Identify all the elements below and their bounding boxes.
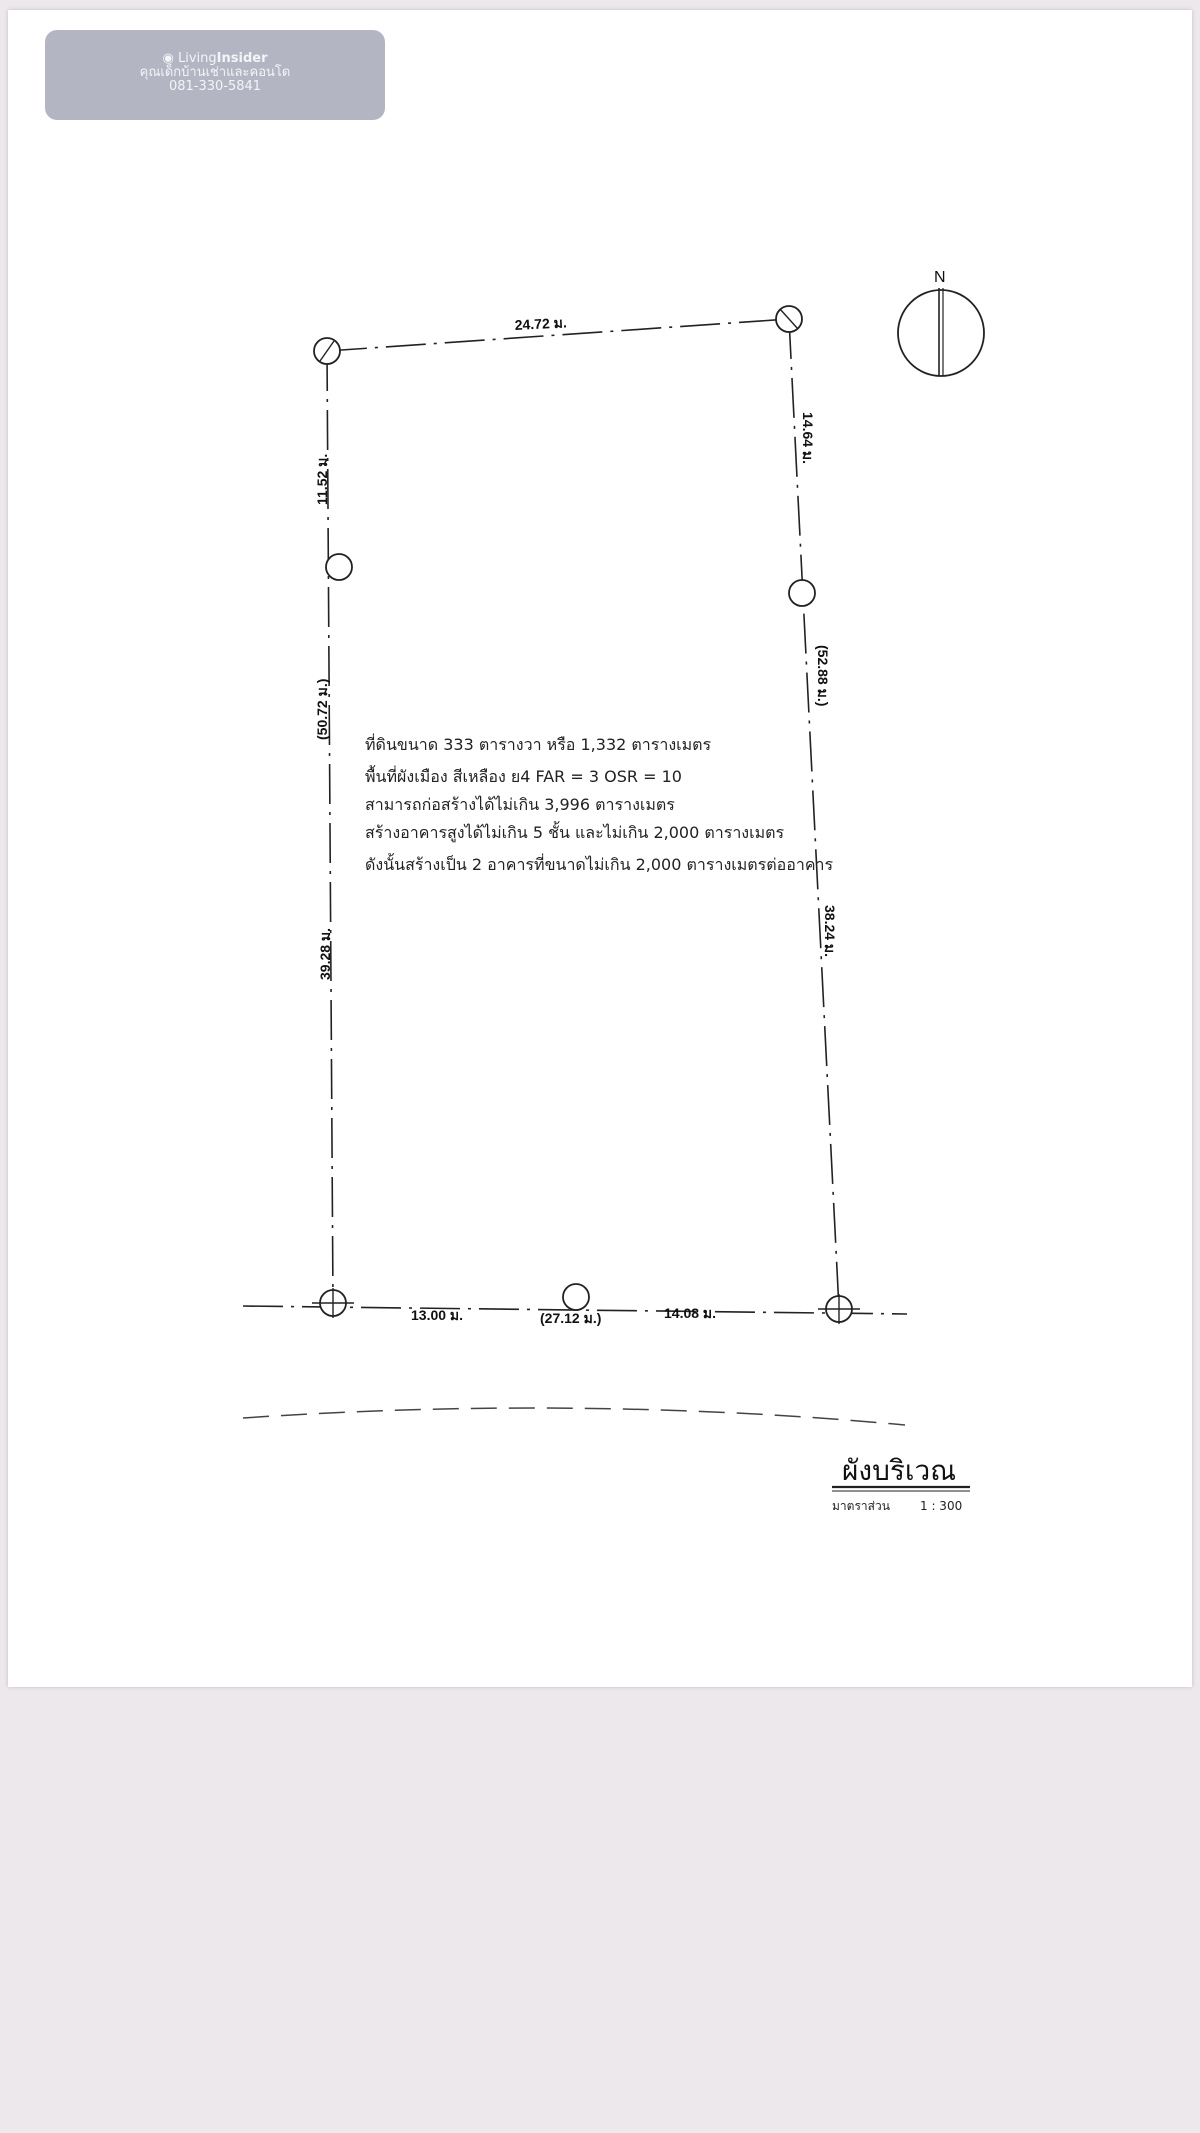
watermark-tagline: คุณเด็กบ้านเช่าและคอนโด (139, 65, 291, 80)
note-line-3: สามารถก่อสร้างได้ไม่เกิน 3,996 ตารางเมตร (365, 795, 675, 814)
boundary-right (789, 319, 839, 1309)
scale-value: 1 : 300 (920, 1499, 963, 1513)
dim-bottom-right: 14.08 ม. (664, 1305, 717, 1321)
brand-name: Insider (216, 51, 268, 66)
survey-marker (563, 1284, 589, 1310)
house-globe-icon: ◉ (162, 51, 174, 66)
scale-label: มาตราส่วน (832, 1499, 890, 1513)
dim-bottom-left: 13.00 ม. (411, 1307, 464, 1323)
dim-top: 24.72 ม. (514, 314, 568, 333)
dim-left-lower: 39.28 ม. (317, 927, 333, 980)
brand-prefix: Living (178, 51, 217, 66)
survey-marker (326, 554, 352, 580)
north-arrow-icon (898, 288, 984, 376)
road-centerline (243, 1408, 905, 1425)
watermark-phone: 081-330-5841 (168, 79, 262, 94)
note-line-2: พื้นที่ผังเมือง สีเหลือง ย4 FAR = 3 OSR = 10 (365, 767, 682, 786)
dim-left-total: (50.72 ม.) (314, 678, 330, 740)
dim-left-upper: 11.52 ม. (314, 453, 330, 505)
north-label: N (934, 269, 946, 286)
drawing-title: ผังบริเวณ (842, 1454, 957, 1487)
dim-right-total: (52.88 ม.) (815, 645, 831, 707)
note-line-4: สร้างอาคารสูงได้ไม่เกิน 5 ชั้น และไม่เกิน 2,000 ตารางเมตร (365, 823, 785, 842)
dim-right-upper: 14.64 ม. (800, 412, 816, 465)
note-line-5: ดังนั้นสร้างเป็น 2 อาคารที่ขนาดไม่เกิน 2,000 ตารางเมตรต่ออาคาร (365, 855, 834, 874)
dim-right-lower: 38.24 ม. (822, 905, 838, 958)
survey-marker (789, 580, 815, 606)
dim-bottom-total: (27.12 ม.) (540, 1310, 602, 1326)
note-line-1: ที่ดินขนาด 333 ตารางวา หรือ 1,332 ตารางเมตร (365, 735, 712, 754)
